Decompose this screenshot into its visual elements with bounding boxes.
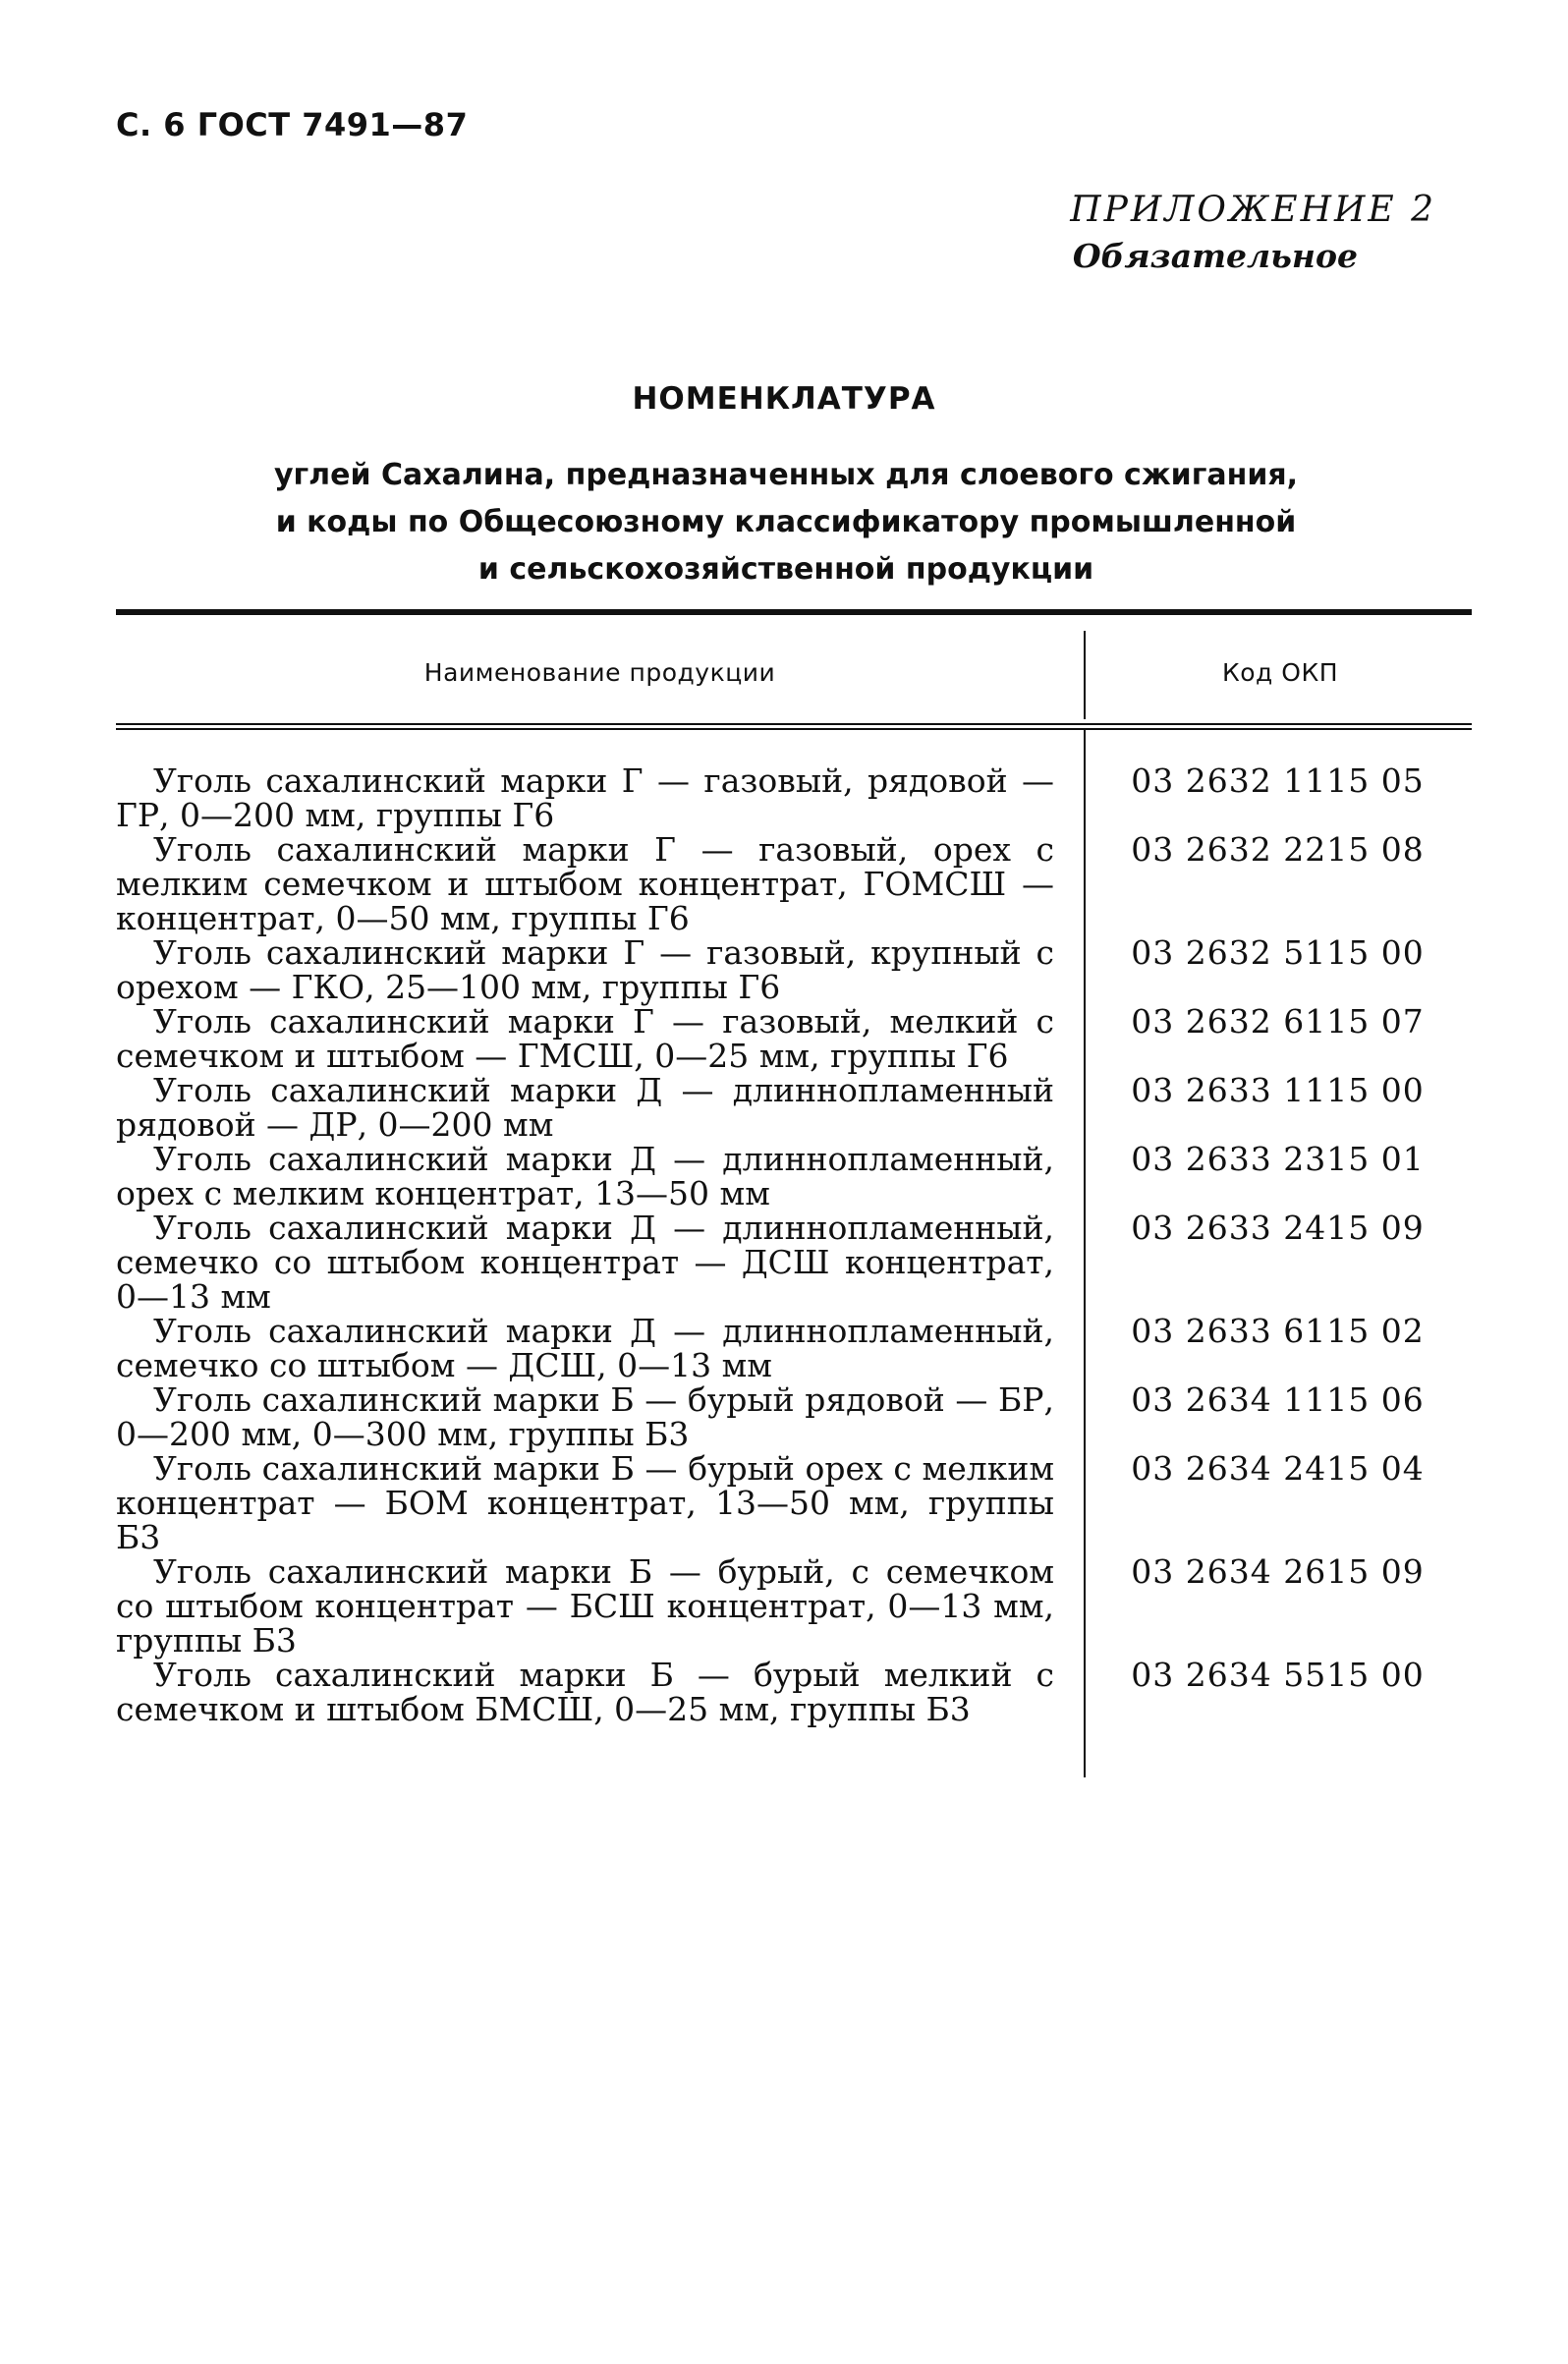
table-row — [116, 1554, 1472, 1658]
document-subtitle — [246, 452, 1326, 593]
appendix-subtitle: Обязательное — [1072, 237, 1358, 275]
table-row — [116, 935, 1472, 1004]
header-product-name: Наименование продукции — [423, 658, 776, 687]
nomenclature-table — [116, 609, 1472, 1791]
product-name: Уголь сахалинский марки Д — длиннопламенный рядовой — ДР, 0—200 мм — [116, 1071, 1054, 1144]
appendix-title: ПРИЛОЖЕНИЕ 2 — [1070, 190, 1436, 230]
product-name: Уголь сахалинский марки Г — газовый, крупный с орехом — ГКО, 25—100 мм, группы Г6 — [116, 933, 1054, 1006]
appendix-block — [1070, 187, 1436, 279]
table-header — [116, 615, 1472, 723]
product-name: Уголь сахалинский марки Д — длиннопламенный, семечко со штыбом концентрат — ДСШ концентрат, 0—13 мм — [116, 1209, 1054, 1316]
okp-code: 03 2634 1115 06 — [1131, 1380, 1425, 1419]
subtitle-line: и коды по Общесоюзному классификатору промышленной — [275, 505, 1297, 539]
product-name: Уголь сахалинский марки Б — бурый мелкий с семечком и штыбом БМСШ, 0—25 мм, группы Б3 — [116, 1656, 1054, 1728]
okp-code: 03 2632 2215 08 — [1131, 830, 1425, 869]
table-row — [116, 1382, 1472, 1451]
product-name: Уголь сахалинский марки Г — газовый, мелкий с семечком и штыбом — ГМСШ, 0—25 мм, группы Г6 — [116, 1002, 1054, 1075]
product-name: Уголь сахалинский марки Д — длиннопламенный, орех с мелким концентрат, 13—50 мм — [116, 1140, 1054, 1212]
table-row — [116, 1451, 1472, 1554]
okp-code: 03 2633 2315 01 — [1131, 1140, 1425, 1178]
table-row — [116, 1142, 1472, 1210]
product-name: Уголь сахалинский марки Б — бурый орех с мелким концентрат — БОМ концентрат, 13—50 мм, группы Б3 — [116, 1449, 1054, 1556]
subtitle-line: углей Сахалина, предназначенных для слоевого сжигания, — [273, 458, 1299, 492]
subtitle-line: и сельскохозяйственной продукции — [477, 552, 1094, 587]
okp-code: 03 2633 2415 09 — [1131, 1209, 1425, 1247]
table-row — [116, 1004, 1472, 1073]
body-divider — [1084, 730, 1086, 1777]
header-divider — [1084, 631, 1086, 719]
okp-code: 03 2633 1115 00 — [1131, 1071, 1425, 1109]
okp-code: 03 2633 6115 02 — [1131, 1312, 1425, 1350]
okp-code: 03 2632 1115 05 — [1131, 761, 1425, 800]
table-row — [116, 763, 1472, 832]
product-name: Уголь сахалинский марки Б — бурый, с семечком со штыбом концентрат — БСШ концентрат, 0—13 мм, группы Б3 — [116, 1552, 1054, 1660]
table-row — [116, 1210, 1472, 1314]
product-name: Уголь сахалинский марки Б — бурый рядовой — БР, 0—200 мм, 0—300 мм, группы Б3 — [116, 1380, 1054, 1453]
product-name: Уголь сахалинский марки Г — газовый, орех с мелким семечком и штыбом концентрат, ГОМСШ — концентрат, 0—50 мм, группы Г6 — [116, 830, 1054, 937]
document-title: НОМЕНКЛАТУРА — [632, 381, 936, 417]
table-row — [116, 1658, 1472, 1726]
table-row — [116, 1073, 1472, 1142]
okp-code: 03 2634 5515 00 — [1131, 1656, 1425, 1694]
page-header: С. 6 ГОСТ 7491—87 — [116, 106, 469, 143]
table-row — [116, 832, 1472, 935]
header-okp-code: Код ОКП — [1221, 658, 1338, 687]
product-name: Уголь сахалинский марки Д — длиннопламенный, семечко со штыбом — ДСШ, 0—13 мм — [116, 1312, 1054, 1384]
okp-code: 03 2632 5115 00 — [1131, 933, 1425, 972]
okp-code: 03 2634 2415 04 — [1131, 1449, 1425, 1488]
table-row — [116, 1314, 1472, 1382]
okp-code: 03 2632 6115 07 — [1131, 1002, 1425, 1041]
table-body — [116, 730, 1472, 1791]
table-header-rule — [116, 723, 1472, 730]
product-name: Уголь сахалинский марки Г — газовый, рядовой — ГР, 0—200 мм, группы Г6 — [116, 761, 1054, 834]
okp-code: 03 2634 2615 09 — [1131, 1552, 1425, 1591]
